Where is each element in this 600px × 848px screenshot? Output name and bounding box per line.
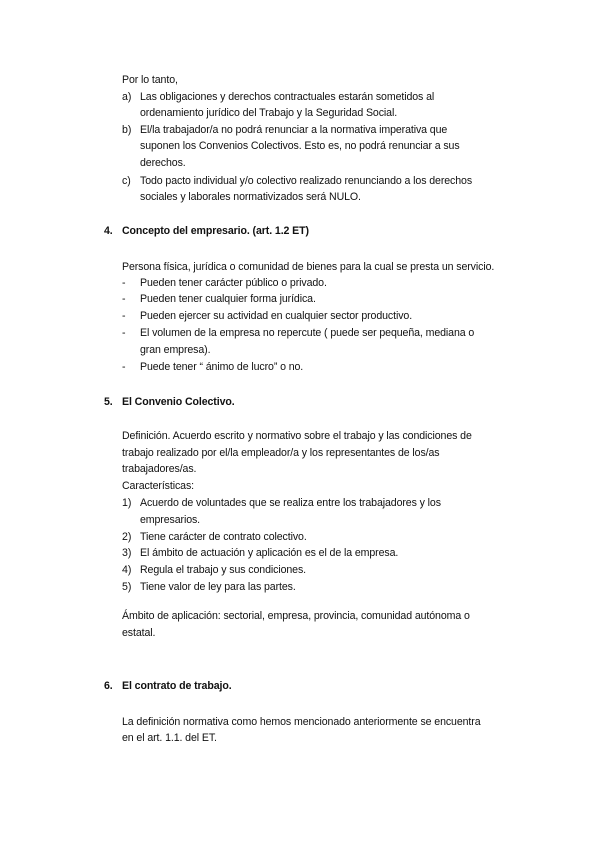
list-item-line: suponen los Convenios Colectivos. Esto es, no podrá renunciar a sus: [140, 140, 460, 152]
section-6-text-line: en el art. 1.1. del ET.: [122, 732, 217, 744]
list-item-line: Acuerdo de voluntades que se realiza entre los trabajadores y los: [140, 497, 441, 509]
bullet-item-line: Pueden ejercer su actividad en cualquier sector productivo.: [140, 310, 413, 322]
bullet-marker: -: [122, 361, 126, 373]
intro-lead: Por lo tanto,: [122, 74, 178, 86]
bullet-marker: -: [122, 293, 126, 305]
bullet-item-line: Pueden tener carácter público o privado.: [140, 277, 327, 289]
bullet-item-line: El volumen de la empresa no repercute ( puede ser pequeña, mediana o: [140, 327, 475, 339]
list-item-line: Tiene carácter de contrato colectivo.: [140, 531, 307, 543]
list-item-line: Regula el trabajo y sus condiciones.: [140, 564, 306, 576]
section-4-number: 4.: [104, 225, 113, 237]
scope-line: estatal.: [122, 627, 156, 639]
bullet-item-line: gran empresa).: [140, 344, 211, 356]
list-marker: 1): [122, 497, 132, 509]
list-marker: a): [122, 91, 132, 103]
section-5-title: El Convenio Colectivo.: [122, 396, 235, 408]
list-marker: b): [122, 124, 132, 136]
bullet-marker: -: [122, 327, 126, 339]
list-marker: 2): [122, 531, 132, 543]
list-marker: 3): [122, 547, 132, 559]
section-4-lead: Persona física, jurídica o comunidad de bienes para la cual se presta un servicio.: [122, 261, 495, 273]
list-item-line: El/la trabajador/a no podrá renunciar a la normativa imperativa que: [140, 124, 448, 136]
bullet-item-line: Pueden tener cualquier forma jurídica.: [140, 293, 316, 305]
list-item-line: Todo pacto individual y/o colectivo realizado renunciando a los derechos: [140, 175, 473, 187]
section-6-number: 6.: [104, 680, 113, 692]
section-5-number: 5.: [104, 396, 113, 408]
definition-line: trabajo realizado por el/la empleador/a y los representantes de los/as: [122, 447, 440, 459]
characteristics-label: Características:: [122, 480, 194, 492]
scope-line: Ámbito de aplicación: sectorial, empresa, provincia, comunidad autónoma o: [122, 610, 470, 622]
definition-line: trabajadores/as.: [122, 463, 197, 475]
definition-line: Definición. Acuerdo escrito y normativo sobre el trabajo y las condiciones de: [122, 430, 472, 442]
bullet-item-line: Puede tener “ ánimo de lucro” o no.: [140, 361, 304, 373]
section-4-title: Concepto del empresario. (art. 1.2 ET): [122, 225, 309, 237]
list-marker: 4): [122, 564, 132, 576]
list-item-line: empresarios.: [140, 514, 201, 526]
list-item-line: El ámbito de actuación y aplicación es el de la empresa.: [140, 547, 399, 559]
list-item-line: ordenamiento jurídico del Trabajo y la Seguridad Social.: [140, 107, 398, 119]
list-item-line: derechos.: [140, 157, 186, 169]
section-6-title: El contrato de trabajo.: [122, 680, 232, 692]
list-item-line: Tiene valor de ley para las partes.: [140, 581, 296, 593]
list-item-line: sociales y laborales normativizados será NULO.: [140, 191, 361, 203]
list-marker: 5): [122, 581, 132, 593]
list-item-line: Las obligaciones y derechos contractuales estarán sometidos al: [140, 91, 435, 103]
bullet-marker: -: [122, 277, 126, 289]
bullet-marker: -: [122, 310, 126, 322]
section-6-text-line: La definición normativa como hemos mencionado anteriormente se encuentra: [122, 716, 481, 728]
list-marker: c): [122, 175, 131, 187]
